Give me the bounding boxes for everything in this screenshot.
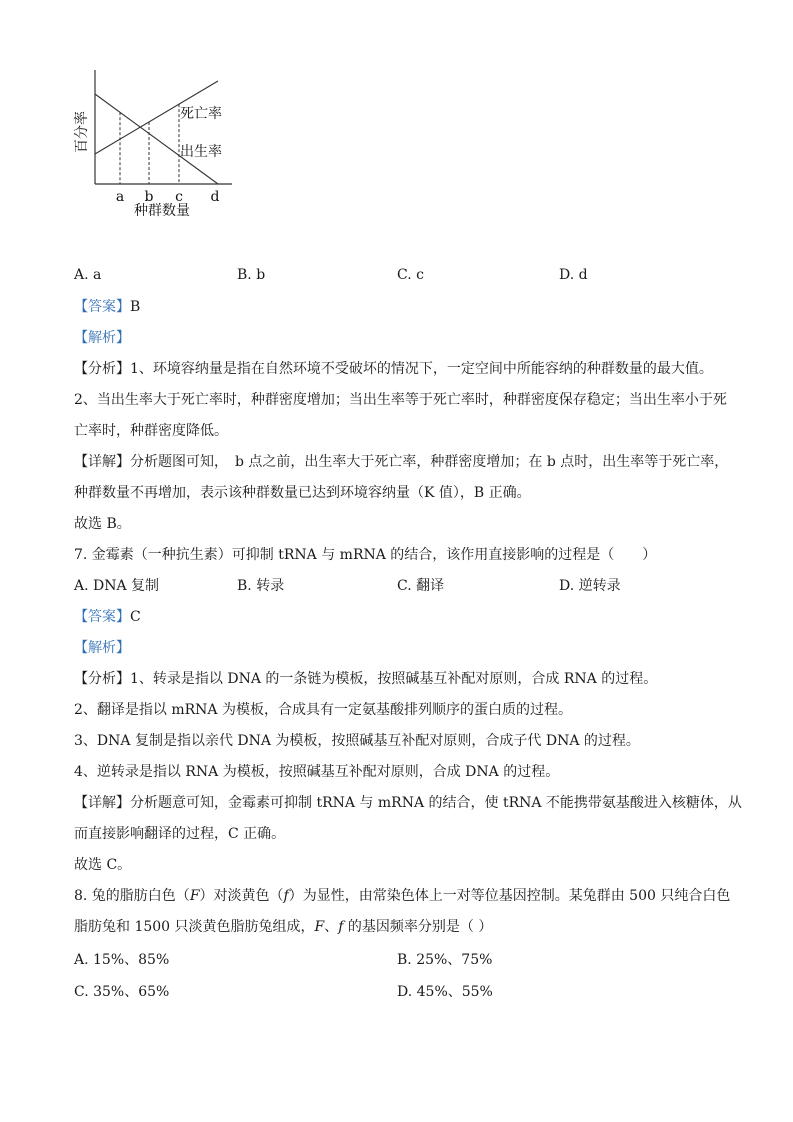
- q8-option-d: D. 45%、55%: [397, 984, 493, 1000]
- q8-stem-part: ）为显性，由常染色体上一对等位基因控制。某兔群由 500 只纯合白色: [288, 888, 731, 904]
- q6-detail-a: [74, 452, 728, 472]
- q7-fenxi-3: 3、DNA 复制是指以亲代 DNA 为模板，按照碱基互补配对原则，合成子代 DNA 的过程。: [74, 733, 640, 749]
- q7-analysis-heading: [74, 638, 130, 658]
- q8-stem-part: 脂肪兔和 1500 只淡黄色脂肪兔组成，: [74, 919, 315, 935]
- q7-option-b: B. 转录: [237, 578, 285, 594]
- q6-option-a: A. a: [74, 267, 102, 283]
- x-axis-label: 种群数量: [134, 203, 190, 219]
- q7-stem: 7. 金霉素（一种抗生素）可抑制 tRNA 与 mRNA 的结合，该作用直接影响的过程是（ ）: [74, 547, 657, 563]
- answer-tag: 【答案】: [74, 609, 130, 625]
- detail-text: 分析题意可知，金霉素可抑制 tRNA 与 mRNA 的结合，使 tRNA 不能携带氨基酸进入核糖体，从: [130, 795, 742, 811]
- x-tick-label-b: b: [144, 189, 154, 205]
- q8-option-c: C. 35%、65%: [74, 984, 170, 1000]
- q6-option-c: C. c: [397, 267, 424, 283]
- x-tick-label-c: c: [175, 189, 183, 205]
- q7-fenxi-1: [74, 669, 657, 689]
- chart-svg: [72, 62, 242, 222]
- q7-fenxi-4: 4、逆转录是指以 RNA 为模板，按照碱基互补配对原则，合成 DNA 的过程。: [74, 764, 560, 780]
- fenxi-tag: 【分析】: [74, 361, 130, 377]
- q7-choose: 故选 C。: [74, 857, 132, 873]
- answer-value: C: [130, 609, 141, 625]
- q8-allele-F: F: [314, 919, 325, 935]
- q6-fenxi-2b: 亡率时，种群密度降低。: [74, 423, 228, 439]
- x-tick-label-d: d: [210, 189, 220, 205]
- q8-stem-line1: [74, 886, 730, 906]
- q8-option-b: B. 25%、75%: [397, 952, 493, 968]
- q6-fenxi-1: [74, 359, 713, 379]
- fenxi-text: 1、环境容纳量是指在自然环境不受破坏的情况下，一定空间中所能容纳的种群数量的最大值。: [130, 361, 713, 377]
- q6-option-d: D. d: [559, 267, 588, 283]
- q8-allele-F: F: [189, 888, 200, 904]
- q7-option-d: D. 逆转录: [559, 578, 621, 594]
- q7-option-c: C. 翻译: [397, 578, 445, 594]
- q7-detail-b: 而直接影响翻译的过程，C 正确。: [74, 826, 286, 842]
- fenxi-tag: 【分析】: [74, 671, 130, 687]
- death-rate-label: 死亡率: [180, 106, 222, 122]
- q8-stem-part: 的基因频率分别是（ ）: [343, 919, 493, 935]
- q7-detail-a: [74, 793, 742, 813]
- q6-fenxi-2a: 2、当出生率大于死亡率时，种群密度增加；当出生率等于死亡率时，种群密度保存稳定；当出生率小于死: [74, 392, 727, 408]
- q7-answer: [74, 607, 141, 627]
- q6-option-b: B. b: [237, 267, 266, 283]
- q6-answer: [74, 297, 140, 317]
- answer-value: B: [130, 299, 141, 315]
- y-axis-label: 百分率: [74, 111, 90, 153]
- answer-tag: 【答案】: [74, 299, 130, 315]
- q8-stem-part: ）对淡黄色（: [199, 888, 284, 904]
- q8-stem-part: 8. 兔的脂肪白色（: [74, 888, 190, 904]
- q8-allele-f: f: [283, 888, 289, 904]
- q8-option-a: A. 15%、85%: [74, 952, 170, 968]
- q8-stem-part: 、: [324, 919, 339, 935]
- birth-rate-label: 出生率: [180, 144, 222, 160]
- fenxi-text: 1、转录是指以 DNA 的一条链为模板，按照碱基互补配对原则，合成 RNA 的过程。: [130, 671, 658, 687]
- q8-stem-line2: [74, 917, 492, 937]
- detail-tag: 【详解】: [74, 454, 130, 470]
- x-tick-label-a: a: [115, 189, 125, 205]
- detail-text: 分析题图可知， b 点之前，出生率大于死亡率，种群密度增加；在 b 点时，出生率等于死亡率，: [130, 454, 729, 470]
- detail-tag: 【详解】: [74, 795, 130, 811]
- analysis-tag: 【解析】: [74, 330, 130, 346]
- q7-fenxi-2: 2、翻译是指以 mRNA 为模板，合成具有一定氨基酸排列顺序的蛋白质的过程。: [74, 702, 572, 718]
- q6-choose: 故选 B。: [74, 516, 131, 532]
- q7-option-a: A. DNA 复制: [74, 578, 160, 594]
- population-rate-chart: [72, 62, 242, 222]
- analysis-tag: 【解析】: [74, 640, 130, 656]
- q8-allele-f: f: [338, 919, 344, 935]
- q6-analysis-heading: [74, 328, 130, 348]
- q6-detail-b: 种群数量不再增加，表示该种群数量已达到环境容纳量（K 值），B 正确。: [74, 485, 531, 501]
